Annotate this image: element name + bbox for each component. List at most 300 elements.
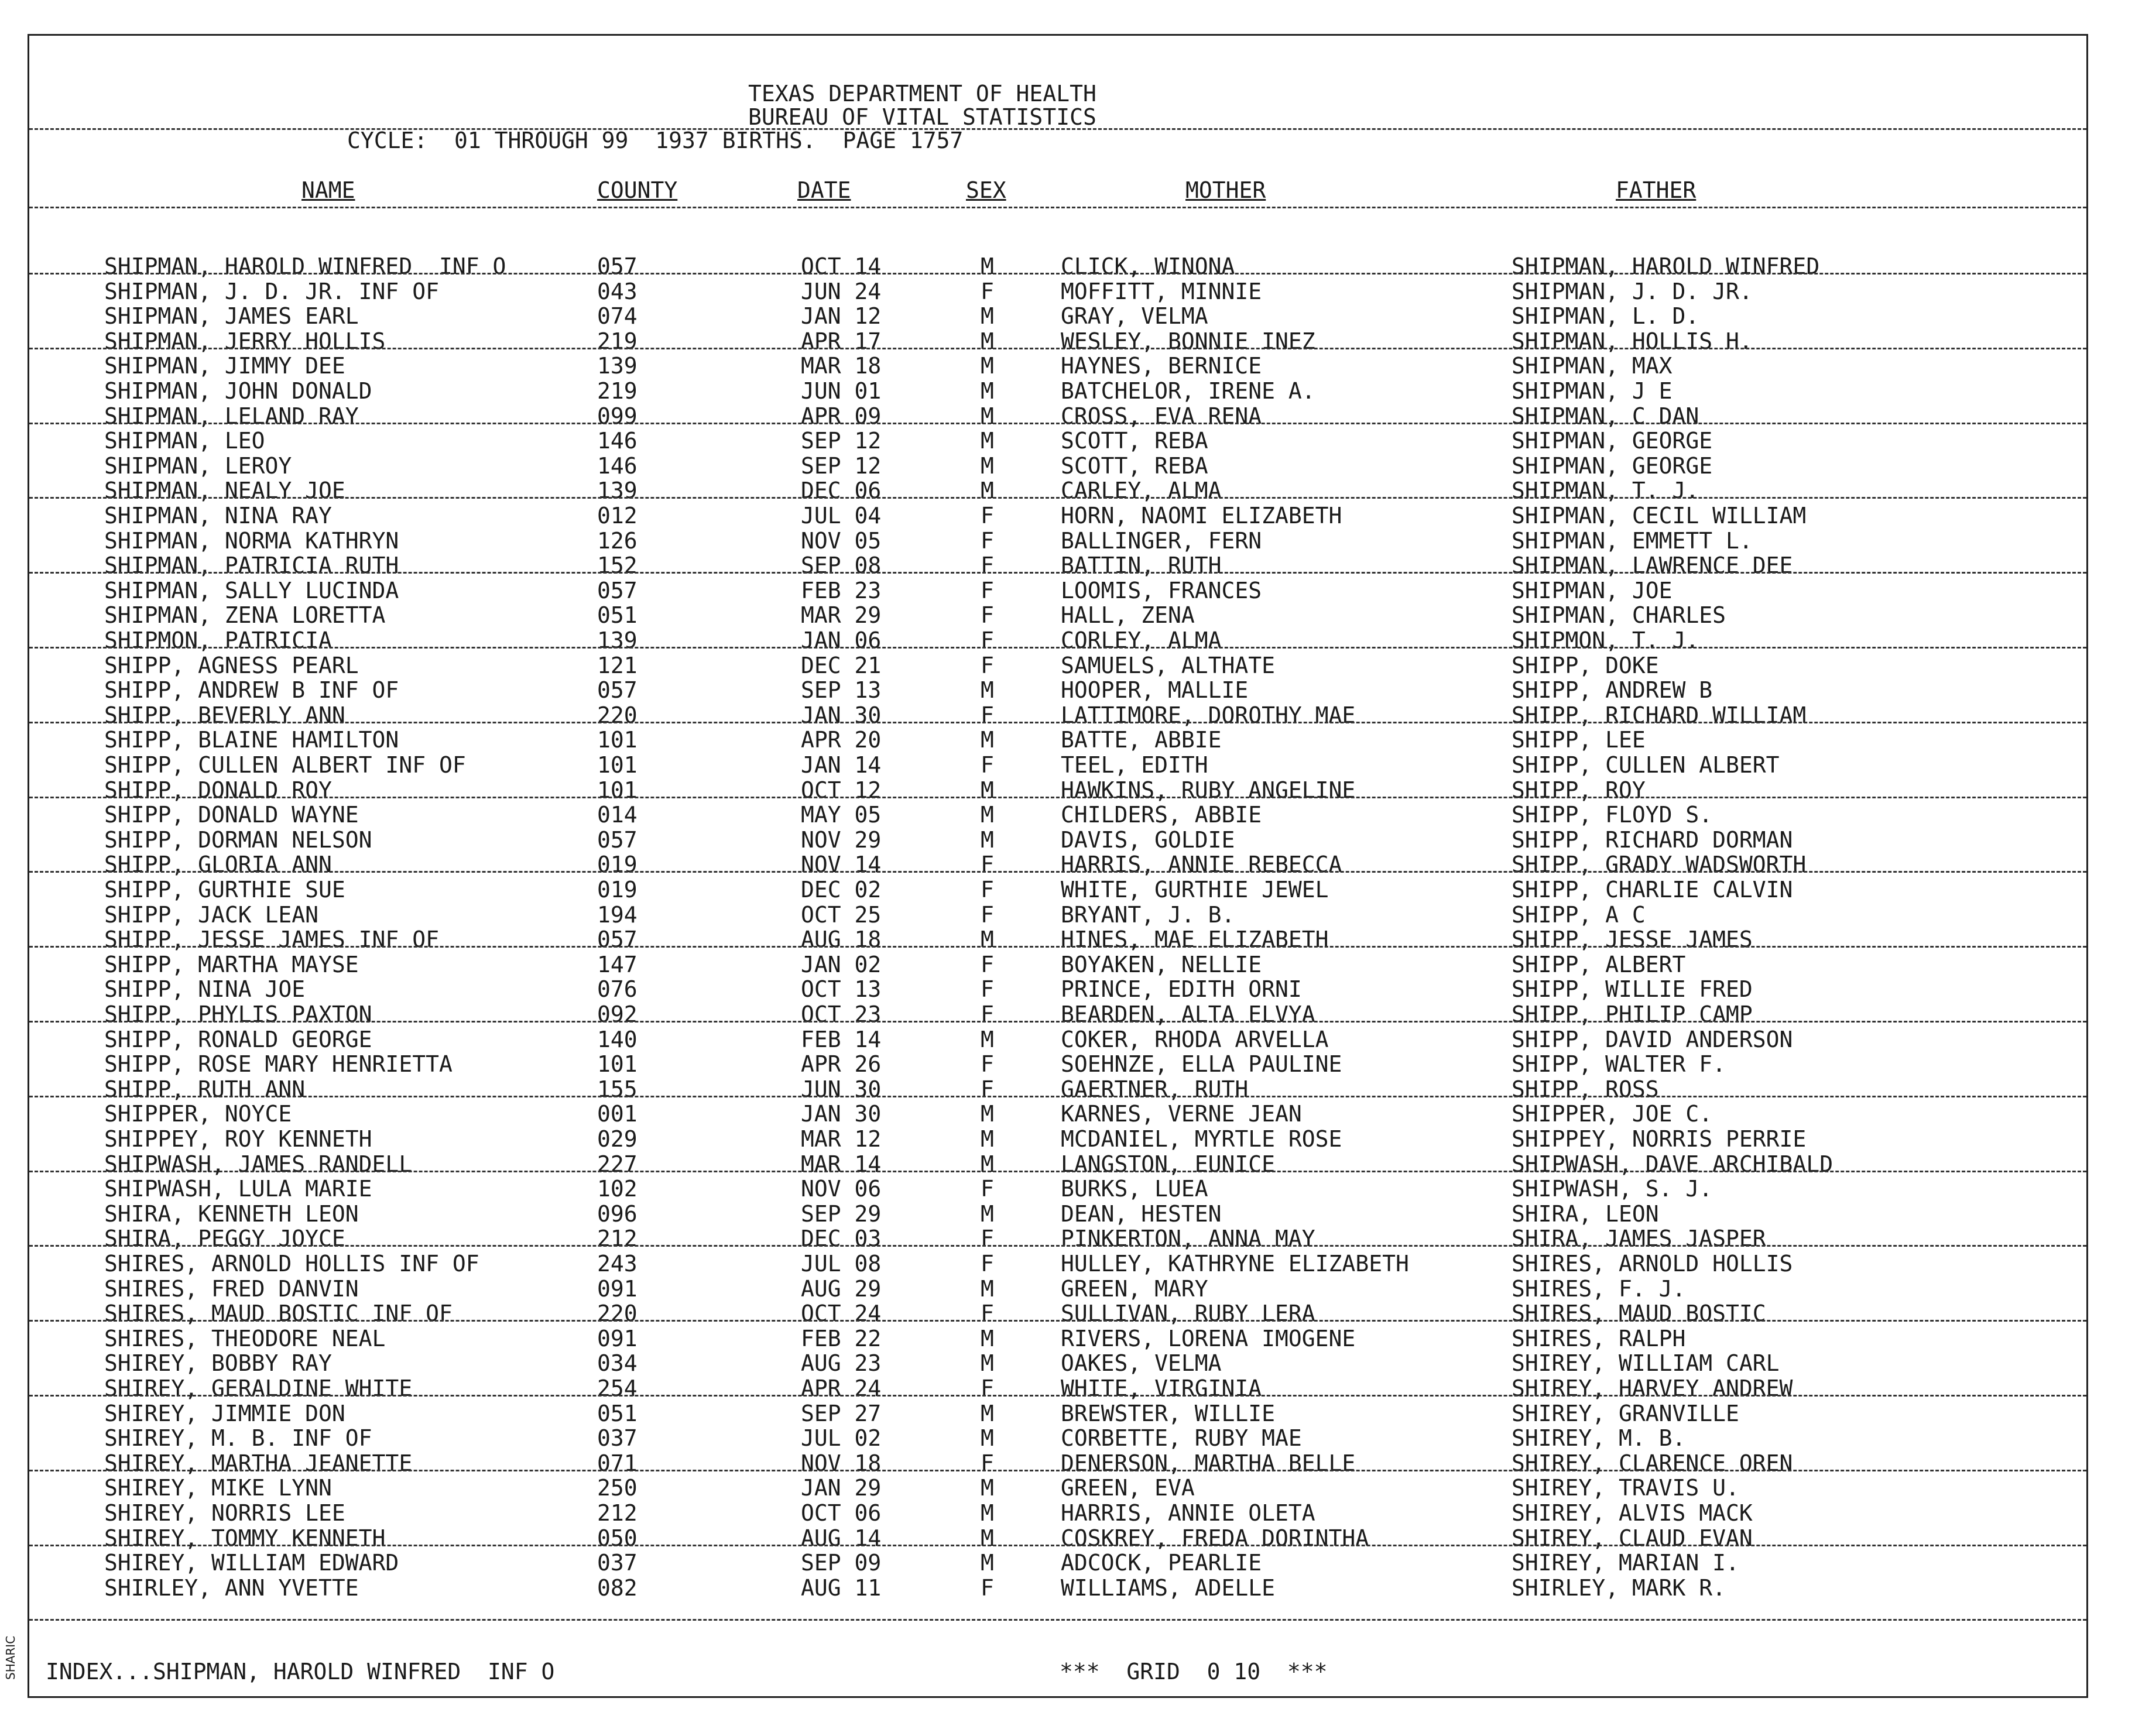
cell-date: DEC 21	[801, 652, 882, 678]
cell-name: SHIPP, PHYLIS PAXTON	[104, 1001, 372, 1027]
cell-name: SHIPMAN, SALLY LUCINDA	[104, 577, 399, 603]
cell-sex: M	[981, 378, 994, 404]
cell-sex: M	[981, 1126, 994, 1152]
table-row	[29, 355, 2086, 379]
column-header-county: COUNTY	[597, 177, 678, 203]
cell-sex: M	[981, 1325, 994, 1351]
cell-county: 126	[597, 527, 638, 554]
cell-mother: CHILDERS, ABBIE	[1061, 802, 1262, 828]
cell-name: SHIPMAN, LEO	[104, 428, 265, 454]
cell-sex: F	[981, 527, 994, 554]
cell-date: JAN 02	[801, 951, 882, 977]
cell-county: 101	[597, 777, 638, 803]
table-row	[29, 1200, 2086, 1227]
table-row	[29, 280, 2086, 305]
cell-date: FEB 23	[801, 577, 882, 603]
cell-date: NOV 29	[801, 826, 882, 853]
cell-county: 029	[597, 1126, 638, 1152]
cell-county: 146	[597, 428, 638, 454]
cell-date: OCT 12	[801, 777, 882, 803]
footer-index: INDEX...SHIPMAN, HAROLD WINFRED INF O	[46, 1659, 555, 1684]
cell-date: AUG 18	[801, 927, 882, 953]
cell-father: SHIPP, DOKE	[1512, 652, 1659, 678]
cell-date: SEP 13	[801, 677, 882, 704]
cell-name: SHIPP, GLORIA ANN	[104, 852, 332, 878]
cell-sex: F	[981, 627, 994, 653]
column-header-date: DATE	[797, 177, 851, 203]
table-row	[29, 1275, 2086, 1302]
cell-sex: F	[981, 503, 994, 529]
table-row	[29, 1028, 2086, 1053]
cell-name: SHIPWASH, JAMES RANDELL	[104, 1151, 413, 1177]
cell-father: SHIPWASH, DAVE ARCHIBALD	[1512, 1151, 1833, 1177]
cell-father: SHIRES, RALPH	[1512, 1325, 1686, 1351]
cell-mother: WHITE, GURTHIE JEWEL	[1061, 877, 1329, 903]
cell-name: SHIPMAN, J. D. JR. INF OF	[104, 278, 439, 304]
cell-county: 155	[597, 1076, 638, 1102]
cell-mother: DENERSON, MARTHA BELLE	[1061, 1450, 1356, 1476]
cell-mother: SAMUELS, ALTHATE	[1061, 652, 1276, 678]
column-header-sex: SEX	[966, 177, 1006, 203]
row-divider	[29, 722, 2086, 723]
cell-father: SHIREY, CLAUD EVAN	[1512, 1525, 1753, 1551]
cell-name: SHIREY, WILLIAM EDWARD	[104, 1550, 399, 1576]
cell-mother: HAWKINS, RUBY ANGELINE	[1061, 777, 1356, 803]
cell-county: 212	[597, 1226, 638, 1252]
cell-county: 057	[597, 577, 638, 603]
cell-father: SHIPP, CHARLIE CALVIN	[1512, 877, 1793, 903]
cell-date: JAN 06	[801, 627, 882, 653]
cell-name: SHIPP, GURTHIE SUE	[104, 877, 345, 903]
cell-date: MAR 18	[801, 353, 882, 379]
table-row	[29, 629, 2086, 654]
row-divider	[29, 1021, 2086, 1023]
cell-date: AUG 14	[801, 1525, 882, 1551]
cell-name: SHIPMON, PATRICIA	[104, 627, 332, 653]
cell-mother: BATTIN, RUTH	[1061, 553, 1222, 579]
cell-county: 227	[597, 1151, 638, 1177]
cell-father: SHIPMAN, L. D.	[1512, 303, 1699, 330]
cell-date: FEB 22	[801, 1325, 882, 1351]
cell-name: SHIREY, JIMMIE DON	[104, 1400, 345, 1426]
table-row	[29, 479, 2086, 504]
cell-father: SHIREY, MARIAN I.	[1512, 1550, 1739, 1576]
cell-father: SHIPMAN, GEORGE	[1512, 452, 1713, 479]
cell-county: 057	[597, 677, 638, 704]
cell-name: SHIPP, ROSE MARY HENRIETTA	[104, 1051, 453, 1078]
bureau-title: BUREAU OF VITAL STATISTICS	[748, 104, 1096, 130]
table-row	[29, 654, 2086, 679]
cell-date: JAN 14	[801, 752, 882, 778]
row-divider	[29, 797, 2086, 798]
table-row	[29, 1477, 2086, 1501]
cell-sex: F	[981, 1450, 994, 1476]
cycle-line: CYCLE: 01 THROUGH 99 1937 BIRTHS. PAGE 1757	[347, 128, 964, 153]
cell-date: MAR 29	[801, 602, 882, 629]
cell-mother: LANGSTON, EUNICE	[1061, 1151, 1276, 1177]
cell-county: 057	[597, 927, 638, 953]
table-row	[29, 604, 2086, 629]
cell-sex: M	[981, 777, 994, 803]
department-title: TEXAS DEPARTMENT OF HEALTH	[748, 81, 1096, 107]
cell-date: NOV 06	[801, 1176, 882, 1202]
cell-father: SHIPMAN, JOE	[1512, 577, 1673, 603]
row-divider	[29, 423, 2086, 424]
cell-father: SHIPP, ALBERT	[1512, 951, 1686, 977]
cell-county: 019	[597, 852, 638, 878]
table-row	[29, 679, 2086, 704]
table-row	[29, 1552, 2086, 1576]
cell-county: 099	[597, 403, 638, 429]
cell-sex: F	[981, 702, 994, 728]
cell-mother: HARRIS, ANNIE REBECCA	[1061, 852, 1342, 878]
cell-name: SHIPMAN, LELAND RAY	[104, 403, 359, 429]
cell-father: SHIREY, M. B.	[1512, 1425, 1686, 1452]
cell-father: SHIPP, RICHARD WILLIAM	[1512, 702, 1807, 728]
cell-county: 091	[597, 1275, 638, 1302]
table-row	[29, 1003, 2086, 1028]
cell-name: SHIREY, MARTHA JEANETTE	[104, 1450, 413, 1476]
cell-mother: BATCHELOR, IRENE A.	[1061, 378, 1315, 404]
table-row	[29, 1352, 2086, 1377]
cell-sex: M	[981, 1275, 994, 1302]
table-row	[29, 1153, 2086, 1178]
header-divider	[29, 128, 2086, 130]
table-row	[29, 527, 2086, 554]
cell-sex: M	[981, 1350, 994, 1377]
cell-county: 219	[597, 378, 638, 404]
cell-county: 051	[597, 1400, 638, 1426]
cell-mother: BEARDEN, ALTA ELVYA	[1061, 1001, 1315, 1027]
cell-father: SHIPP, WILLIE FRED	[1512, 976, 1753, 1003]
cell-sex: F	[981, 652, 994, 678]
row-divider	[29, 1245, 2086, 1247]
cell-date: SEP 08	[801, 553, 882, 579]
cell-name: SHIPMAN, ZENA LORETTA	[104, 602, 386, 629]
cell-county: 254	[597, 1375, 638, 1401]
cell-sex: F	[981, 278, 994, 304]
cell-sex: M	[981, 253, 994, 279]
table-row	[29, 978, 2086, 1003]
cell-mother: GREEN, EVA	[1061, 1475, 1195, 1501]
row-divider	[29, 572, 2086, 574]
cell-date: SEP 12	[801, 428, 882, 454]
cell-name: SHIREY, MIKE LYNN	[104, 1475, 332, 1501]
cell-mother: KARNES, VERNE JEAN	[1061, 1101, 1302, 1127]
cell-name: SHIPP, DONALD WAYNE	[104, 802, 359, 828]
cell-sex: M	[981, 403, 994, 429]
cell-county: 220	[597, 1301, 638, 1327]
cell-county: 057	[597, 253, 638, 279]
table-row	[29, 1078, 2086, 1103]
cell-sex: F	[981, 1226, 994, 1252]
cell-name: SHIPWASH, LULA MARIE	[104, 1176, 372, 1202]
row-divider	[29, 871, 2086, 873]
cell-mother: HULLEY, KATHRYNE ELIZABETH	[1061, 1251, 1409, 1277]
cell-sex: M	[981, 927, 994, 953]
table-row	[29, 1377, 2086, 1402]
record-sheet	[28, 34, 2088, 1698]
cell-name: SHIREY, GERALDINE WHITE	[104, 1375, 413, 1401]
column-header-father: FATHER	[1616, 177, 1697, 203]
cell-father: SHIPMAN, MAX	[1512, 353, 1673, 379]
footer-grid: *** GRID 0 10 ***	[1060, 1659, 1328, 1684]
cell-date: SEP 27	[801, 1400, 882, 1426]
cell-sex: M	[981, 328, 994, 354]
cell-father: SHIPMAN, CECIL WILLIAM	[1512, 503, 1807, 529]
cell-date: DEC 06	[801, 478, 882, 504]
cell-mother: WHITE, VIRGINIA	[1061, 1375, 1262, 1401]
cell-county: 101	[597, 752, 638, 778]
cell-mother: LATTIMORE, DOROTHY MAE	[1061, 702, 1356, 728]
cell-sex: F	[981, 752, 994, 778]
table-row	[29, 901, 2086, 928]
cell-sex: F	[981, 901, 994, 928]
cell-father: SHIRES, ARNOLD HOLLIS	[1512, 1251, 1793, 1277]
cell-sex: M	[981, 452, 994, 479]
table-row	[29, 1302, 2086, 1327]
cell-name: SHIPP, DONALD ROY	[104, 777, 332, 803]
cell-name: SHIPP, JACK LEAN	[104, 901, 319, 928]
cell-name: SHIPMAN, HAROLD WINFRED INF O	[104, 253, 506, 279]
cell-name: SHIREY, M. B. INF OF	[104, 1425, 372, 1452]
cell-date: DEC 03	[801, 1226, 882, 1252]
cell-mother: HAYNES, BERNICE	[1061, 353, 1262, 379]
row-divider	[29, 1320, 2086, 1322]
cell-father: SHIPMAN, HOLLIS H.	[1512, 328, 1753, 354]
cell-father: SHIPP, GRADY WADSWORTH	[1512, 852, 1807, 878]
cell-name: SHIPP, BEVERLY ANN	[104, 702, 345, 728]
cell-name: SHIPP, RUTH ANN	[104, 1076, 306, 1102]
cell-mother: BURKS, LUEA	[1061, 1176, 1208, 1202]
cell-county: 012	[597, 503, 638, 529]
cell-mother: LOOMIS, FRANCES	[1061, 577, 1262, 603]
cell-mother: SULLIVAN, RUBY LERA	[1061, 1301, 1315, 1327]
cell-mother: COSKREY, FREDA DORINTHA	[1061, 1525, 1369, 1551]
cell-name: SHIRES, THEODORE NEAL	[104, 1325, 386, 1351]
cell-father: SHIRA, JAMES JASPER	[1512, 1226, 1766, 1252]
cell-date: JAN 12	[801, 303, 882, 330]
cell-father: SHIREY, HARVEY ANDREW	[1512, 1375, 1793, 1401]
table-row	[29, 1402, 2086, 1427]
cell-name: SHIRES, ARNOLD HOLLIS INF OF	[104, 1251, 479, 1277]
cell-date: JAN 30	[801, 1101, 882, 1127]
cell-date: SEP 29	[801, 1200, 882, 1227]
table-row	[29, 754, 2086, 778]
cell-mother: DEAN, HESTEN	[1061, 1200, 1222, 1227]
cell-county: 092	[597, 1001, 638, 1027]
cell-mother: HOOPER, MALLIE	[1061, 677, 1249, 704]
table-row	[29, 853, 2086, 878]
cell-mother: MOFFITT, MINNIE	[1061, 278, 1262, 304]
cell-father: SHIPP, PHILIP CAMP	[1512, 1001, 1753, 1027]
cell-sex: M	[981, 1400, 994, 1426]
cell-date: OCT 24	[801, 1301, 882, 1327]
cell-county: 102	[597, 1176, 638, 1202]
cell-sex: M	[981, 677, 994, 704]
cell-county: 139	[597, 353, 638, 379]
row-divider	[29, 273, 2086, 275]
cell-sex: F	[981, 1051, 994, 1078]
cell-father: SHIRLEY, MARK R.	[1512, 1574, 1726, 1601]
table-row	[29, 953, 2086, 978]
row-divider	[29, 348, 2086, 349]
cell-date: APR 09	[801, 403, 882, 429]
cell-father: SHIPMAN, GEORGE	[1512, 428, 1713, 454]
cell-mother: MCDANIEL, MYRTLE ROSE	[1061, 1126, 1342, 1152]
cell-sex: F	[981, 1375, 994, 1401]
cell-sex: M	[981, 1151, 994, 1177]
cell-father: SHIRES, MAUD BOSTIC	[1512, 1301, 1766, 1327]
cell-date: OCT 06	[801, 1500, 882, 1526]
row-divider	[29, 1395, 2086, 1397]
cell-date: NOV 14	[801, 852, 882, 878]
cell-name: SHIREY, NORRIS LEE	[104, 1500, 345, 1526]
table-row	[29, 1452, 2086, 1477]
row-divider	[29, 1545, 2086, 1546]
cell-mother: CORLEY, ALMA	[1061, 627, 1222, 653]
cell-mother: TEEL, EDITH	[1061, 752, 1208, 778]
cell-date: OCT 23	[801, 1001, 882, 1027]
cell-sex: M	[981, 353, 994, 379]
cell-father: SHIPP, A C	[1512, 901, 1646, 928]
cell-mother: BATTE, ABBIE	[1061, 727, 1222, 753]
table-row	[29, 579, 2086, 604]
cell-name: SHIPMAN, NEALY JOE	[104, 478, 345, 504]
cell-date: OCT 14	[801, 253, 882, 279]
cell-mother: WESLEY, BONNIE INEZ	[1061, 328, 1315, 354]
cell-mother: SCOTT, REBA	[1061, 428, 1208, 454]
row-divider	[29, 1470, 2086, 1471]
cell-county: 037	[597, 1550, 638, 1576]
column-header-name: NAME	[301, 177, 355, 203]
table-row	[29, 704, 2086, 729]
table-row	[29, 779, 2086, 804]
row-divider	[29, 1171, 2086, 1172]
cell-sex: F	[981, 976, 994, 1003]
cell-sex: M	[981, 1475, 994, 1501]
cell-name: SHIPP, BLAINE HAMILTON	[104, 727, 399, 753]
cell-sex: M	[981, 1525, 994, 1551]
cell-date: SEP 12	[801, 452, 882, 479]
cell-name: SHIPMAN, JOHN DONALD	[104, 378, 372, 404]
cell-father: SHIPMON, T. J.	[1512, 627, 1699, 653]
table-row	[29, 928, 2086, 953]
cell-name: SHIPMAN, LEROY	[104, 452, 292, 479]
cell-mother: WILLIAMS, ADELLE	[1061, 1574, 1276, 1601]
cell-county: 096	[597, 1200, 638, 1227]
cell-name: SHIREY, TOMMY KENNETH	[104, 1525, 386, 1551]
cell-father: SHIPP, CULLEN ALBERT	[1512, 752, 1780, 778]
cell-name: SHIPMAN, JAMES EARL	[104, 303, 359, 330]
cell-father: SHIPP, JESSE JAMES	[1512, 927, 1753, 953]
cell-county: 074	[597, 303, 638, 330]
cell-father: SHIPP, RICHARD DORMAN	[1512, 826, 1793, 853]
cell-father: SHIPP, ROY	[1512, 777, 1646, 803]
cell-name: SHIPPER, NOYCE	[104, 1101, 292, 1127]
cell-mother: HALL, ZENA	[1061, 602, 1195, 629]
cell-mother: SCOTT, REBA	[1061, 452, 1208, 479]
cell-date: OCT 25	[801, 901, 882, 928]
cell-name: SHIRLEY, ANN YVETTE	[104, 1574, 359, 1601]
cell-name: SHIPMAN, JERRY HOLLIS	[104, 328, 386, 354]
cell-name: SHIPP, ANDREW B INF OF	[104, 677, 399, 704]
cell-mother: CLICK, WINONA	[1061, 253, 1235, 279]
cell-county: 152	[597, 553, 638, 579]
cell-county: 034	[597, 1350, 638, 1377]
table-row	[29, 1427, 2086, 1452]
cell-county: 101	[597, 1051, 638, 1078]
table-row	[29, 1327, 2086, 1352]
cell-father: SHIPP, FLOYD S.	[1512, 802, 1713, 828]
cell-mother: HORN, NAOMI ELIZABETH	[1061, 503, 1342, 529]
cell-father: SHIPMAN, T. J.	[1512, 478, 1699, 504]
cell-date: MAR 14	[801, 1151, 882, 1177]
cell-county: 212	[597, 1500, 638, 1526]
cell-father: SHIPPEY, NORRIS PERRIE	[1512, 1126, 1807, 1152]
cell-county: 220	[597, 702, 638, 728]
cell-county: 250	[597, 1475, 638, 1501]
cell-father: SHIPMAN, EMMETT L.	[1512, 527, 1753, 554]
cell-father: SHIREY, TRAVIS U.	[1512, 1475, 1739, 1501]
cell-father: SHIPP, WALTER F.	[1512, 1051, 1726, 1078]
cell-date: FEB 14	[801, 1026, 882, 1052]
cell-county: 019	[597, 877, 638, 903]
cell-date: JAN 29	[801, 1475, 882, 1501]
cell-name: SHIPP, CULLEN ALBERT INF OF	[104, 752, 466, 778]
cell-name: SHIPP, JESSE JAMES INF OF	[104, 927, 439, 953]
cell-mother: BRYANT, J. B.	[1061, 901, 1235, 928]
table-row	[29, 1227, 2086, 1252]
cell-father: SHIPWASH, S. J.	[1512, 1176, 1713, 1202]
cell-sex: F	[981, 1574, 994, 1601]
cell-date: APR 26	[801, 1051, 882, 1078]
cell-mother: CROSS, EVA RENA	[1061, 403, 1262, 429]
cell-father: SHIREY, ALVIS MACK	[1512, 1500, 1753, 1526]
cell-name: SHIPP, DORMAN NELSON	[104, 826, 372, 853]
cell-name: SHIPMAN, NINA RAY	[104, 503, 332, 529]
cell-county: 139	[597, 627, 638, 653]
cell-sex: M	[981, 1101, 994, 1127]
cell-name: SHIRES, FRED DANVIN	[104, 1275, 359, 1302]
cell-mother: CORBETTE, RUBY MAE	[1061, 1425, 1302, 1452]
table-row	[29, 1253, 2086, 1277]
cell-father: SHIPP, ROSS	[1512, 1076, 1659, 1102]
cell-mother: SOEHNZE, ELLA PAULINE	[1061, 1051, 1342, 1078]
row-divider	[29, 497, 2086, 499]
cell-name: SHIPP, AGNESS PEARL	[104, 652, 359, 678]
cell-county: 043	[597, 278, 638, 304]
cell-mother: GAERTNER, RUTH	[1061, 1076, 1249, 1102]
cell-mother: HARRIS, ANNIE OLETA	[1061, 1500, 1315, 1526]
row-divider	[29, 647, 2086, 649]
cell-date: NOV 05	[801, 527, 882, 554]
row-divider	[29, 946, 2086, 948]
cell-county: 014	[597, 802, 638, 828]
cell-county: 076	[597, 976, 638, 1003]
cell-date: JUL 08	[801, 1251, 882, 1277]
table-row	[29, 1502, 2086, 1526]
cell-date: SEP 09	[801, 1550, 882, 1576]
row-divider	[29, 1619, 2086, 1621]
cell-date: MAR 12	[801, 1126, 882, 1152]
cell-father: SHIPPER, JOE C.	[1512, 1101, 1713, 1127]
cell-name: SHIPMAN, JIMMY DEE	[104, 353, 345, 379]
cell-date: AUG 29	[801, 1275, 882, 1302]
cell-sex: F	[981, 877, 994, 903]
cell-mother: GREEN, MARY	[1061, 1275, 1208, 1302]
table-row	[29, 430, 2086, 454]
